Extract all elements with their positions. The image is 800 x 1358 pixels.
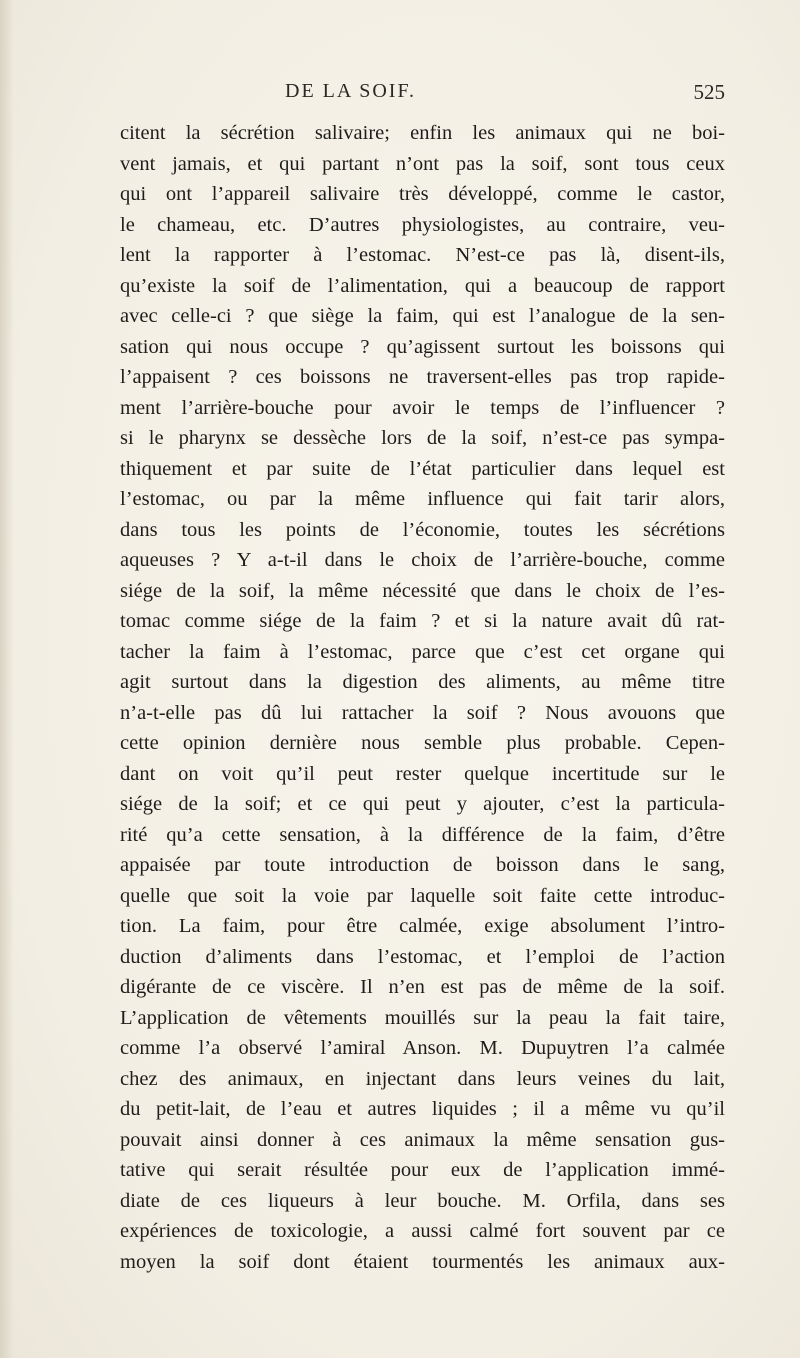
text-line: le chameau, etc. D’autres physiologistes, au contraire, veu- [120, 213, 725, 236]
text-line: avec celle-ci ? que siège la faim, qui est l’analogue de la sen- [120, 305, 725, 327]
text-line: expériences de toxicologie, a aussi calmé fort souvent par ce [120, 1220, 725, 1242]
text-line: l’estomac, ou par la même influence qui fait tarir alors, [120, 488, 725, 510]
text-line: siége de la soif, la même nécessité que dans le choix de l’es- [120, 579, 725, 602]
text-line: si le pharynx se dessèche lors de la soif, n’est-ce pas sympa- [120, 427, 725, 449]
text-line: siége de la soif; et ce qui peut y ajouter, c’est la particula- [120, 793, 725, 815]
text-line: tative qui serait résultée pour eux de l’application immé- [120, 1159, 725, 1181]
text-line: cette opinion dernière nous semble plus probable. Cepen- [120, 732, 725, 754]
page-binding-shadow [0, 0, 14, 1358]
text-line: n’a-t-elle pas dû lui rattacher la soif ? Nous avouons que [120, 701, 725, 724]
text-line: diate de ces liqueurs à leur bouche. M. Orfila, dans ses [120, 1189, 725, 1212]
text-line: moyen la soif dont étaient tourmentés les animaux aux- [120, 1250, 725, 1273]
text-line: appaisée par toute introduction de boisson dans le sang, [120, 854, 725, 876]
text-line: rité qu’a cette sensation, à la différence de la faim, d’être [120, 823, 725, 846]
text-line: vent jamais, et qui partant n’ont pas la soif, sont tous ceux [120, 152, 725, 175]
text-line: ment l’arrière-bouche pour avoir le temps de l’influencer ? [120, 396, 725, 419]
text-line: agit surtout dans la digestion des aliments, au même titre [120, 671, 725, 693]
text-line: lent la rapporter à l’estomac. N’est-ce pas là, disent-ils, [120, 244, 725, 266]
page-header [120, 80, 725, 110]
text-line: aqueuses ? Y a-t-il dans le choix de l’arrière-bouche, comme [120, 549, 725, 571]
text-line: tacher la faim à l’estomac, parce que c’est cet organe qui [120, 640, 725, 663]
text-line: sation qui nous occupe ? qu’agissent surtout les boissons qui [120, 335, 725, 358]
text-line: tion. La faim, pour être calmée, exige absolument l’intro- [120, 915, 725, 937]
text-line: L’application de vêtements mouillés sur la peau la fait taire, [120, 1006, 725, 1029]
running-head: DE LA SOIF. [285, 80, 416, 102]
page-number: 525 [693, 80, 725, 104]
body-text [120, 118, 725, 1277]
text-line: dans tous les points de l’économie, toutes les sécrétions [120, 518, 725, 541]
text-line: qu’existe la soif de l’alimentation, qui a beaucoup de rapport [120, 274, 725, 297]
text-line: chez des animaux, en injectant dans leurs veines du lait, [120, 1067, 725, 1090]
text-line: quelle que soit la voie par laquelle soit faite cette introduc- [120, 884, 725, 907]
text-line: pouvait ainsi donner à ces animaux la même sensation gus- [120, 1128, 725, 1151]
text-line: du petit-lait, de l’eau et autres liquides ; il a même vu qu’il [120, 1098, 725, 1120]
text-line: qui ont l’appareil salivaire très développé, comme le castor, [120, 183, 725, 205]
text-line: citent la sécrétion salivaire; enfin les animaux qui ne boi- [120, 122, 725, 144]
text-line: tomac comme siége de la faim ? et si la nature avait dû rat- [120, 610, 725, 632]
text-line: l’appaisent ? ces boissons ne traversent-elles pas trop rapide- [120, 366, 725, 388]
text-line: thiquement et par suite de l’état particulier dans lequel est [120, 457, 725, 480]
text-line: duction d’aliments dans l’estomac, et l’emploi de l’action [120, 945, 725, 968]
text-line: dant on voit qu’il peut rester quelque incertitude sur le [120, 762, 725, 785]
text-line: digérante de ce viscère. Il n’en est pas de même de la soif. [120, 976, 725, 998]
text-line: comme l’a observé l’amiral Anson. M. Dupuytren l’a calmée [120, 1037, 725, 1059]
